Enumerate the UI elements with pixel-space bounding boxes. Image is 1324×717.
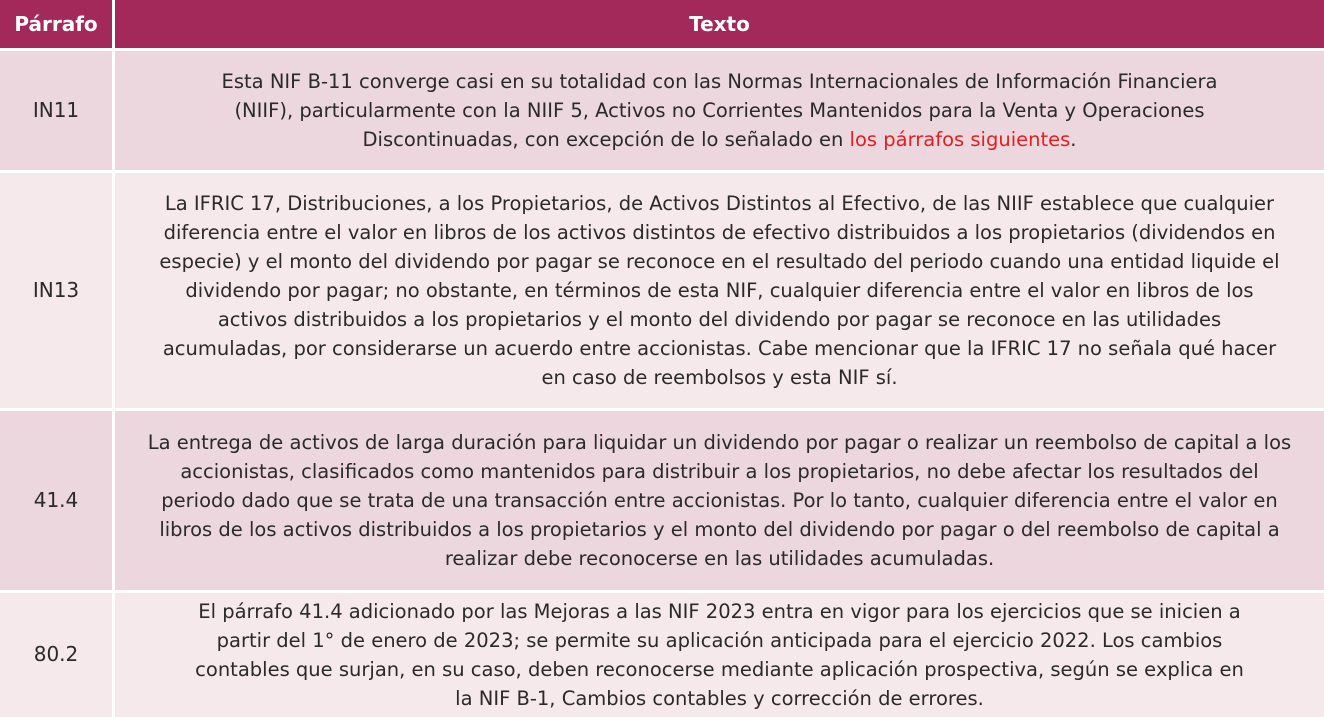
paragraph-in11: IN11	[0, 48, 115, 170]
header-text: Texto	[115, 0, 1324, 48]
text-in11-after: .	[1070, 128, 1077, 151]
text-41-4	[115, 408, 1324, 590]
paragraph-in13: IN13	[0, 170, 115, 408]
paragraph-80-2: 80.2	[0, 590, 115, 717]
header-paragraph: Párrafo	[0, 0, 115, 48]
link-paragraphs-following[interactable]: los párrafos siguientes	[849, 128, 1071, 151]
text-80-2-body: El párrafo 41.4 adicionado por las Mejoras a las NIF 2023 entra en vigor para los ejercicios que se inicien a partir del 1° de enero de 2023; se permite su aplicación anticipada para el ejercicio 2022. Los cambios contables que surjan, en su caso, deben reconocerse mediante aplicación prospectiva, según se explica en la NIF B-1, Cambios contables y corrección de errores.	[195, 600, 1244, 710]
text-in13	[115, 170, 1324, 408]
paragraph-41-4: 41.4	[0, 408, 115, 590]
text-in11	[115, 48, 1324, 170]
text-in11-before: Esta NIF B-11 converge casi en su totalidad con las Normas Internacionales de Información Financiera (NIIF), particularmente con la NIIF 5, Activos no Corrientes Mantenidos para la Venta y Operaciones Discontinuadas, con excepción de lo señalado en	[221, 70, 1218, 151]
text-41-4-body: La entrega de activos de larga duración para liquidar un dividendo por pagar o realizar un reembolso de capital a los accionistas, clasificados como mantenidos para distribuir a los propietarios, no debe afectar los resultados del periodo dado que se trata de una transacción entre accionistas. Por lo tanto, cualquier diferencia entre el valor en libros de los activos distribuidos a los propietarios y el monto del dividendo por pagar o del reembolso de capital a realizar debe reconocerse en las utilidades acumuladas.	[147, 431, 1292, 570]
text-in13-body: La IFRIC 17, Distribuciones, a los Propietarios, de Activos Distintos al Efectivo, de las NIIF establece que cualquier diferencia entre el valor en libros de los activos distintos de efectivo distribuidos a los propietarios (dividendos en especie) y el monto del dividendo por pagar se reconoce en el resultado del periodo cuando una entidad liquide el dividendo por pagar; no obstante, en términos de esta NIF, cualquier diferencia entre el valor en libros de los activos distribuidos a los propietarios y el monto del dividendo por pagar se reconoce en las utilidades acumuladas, por considerarse un acuerdo entre accionistas. Cabe mencionar que la IFRIC 17 no señala qué hacer en caso de reembolsos y esta NIF sí.	[159, 192, 1280, 389]
text-80-2	[115, 590, 1324, 717]
